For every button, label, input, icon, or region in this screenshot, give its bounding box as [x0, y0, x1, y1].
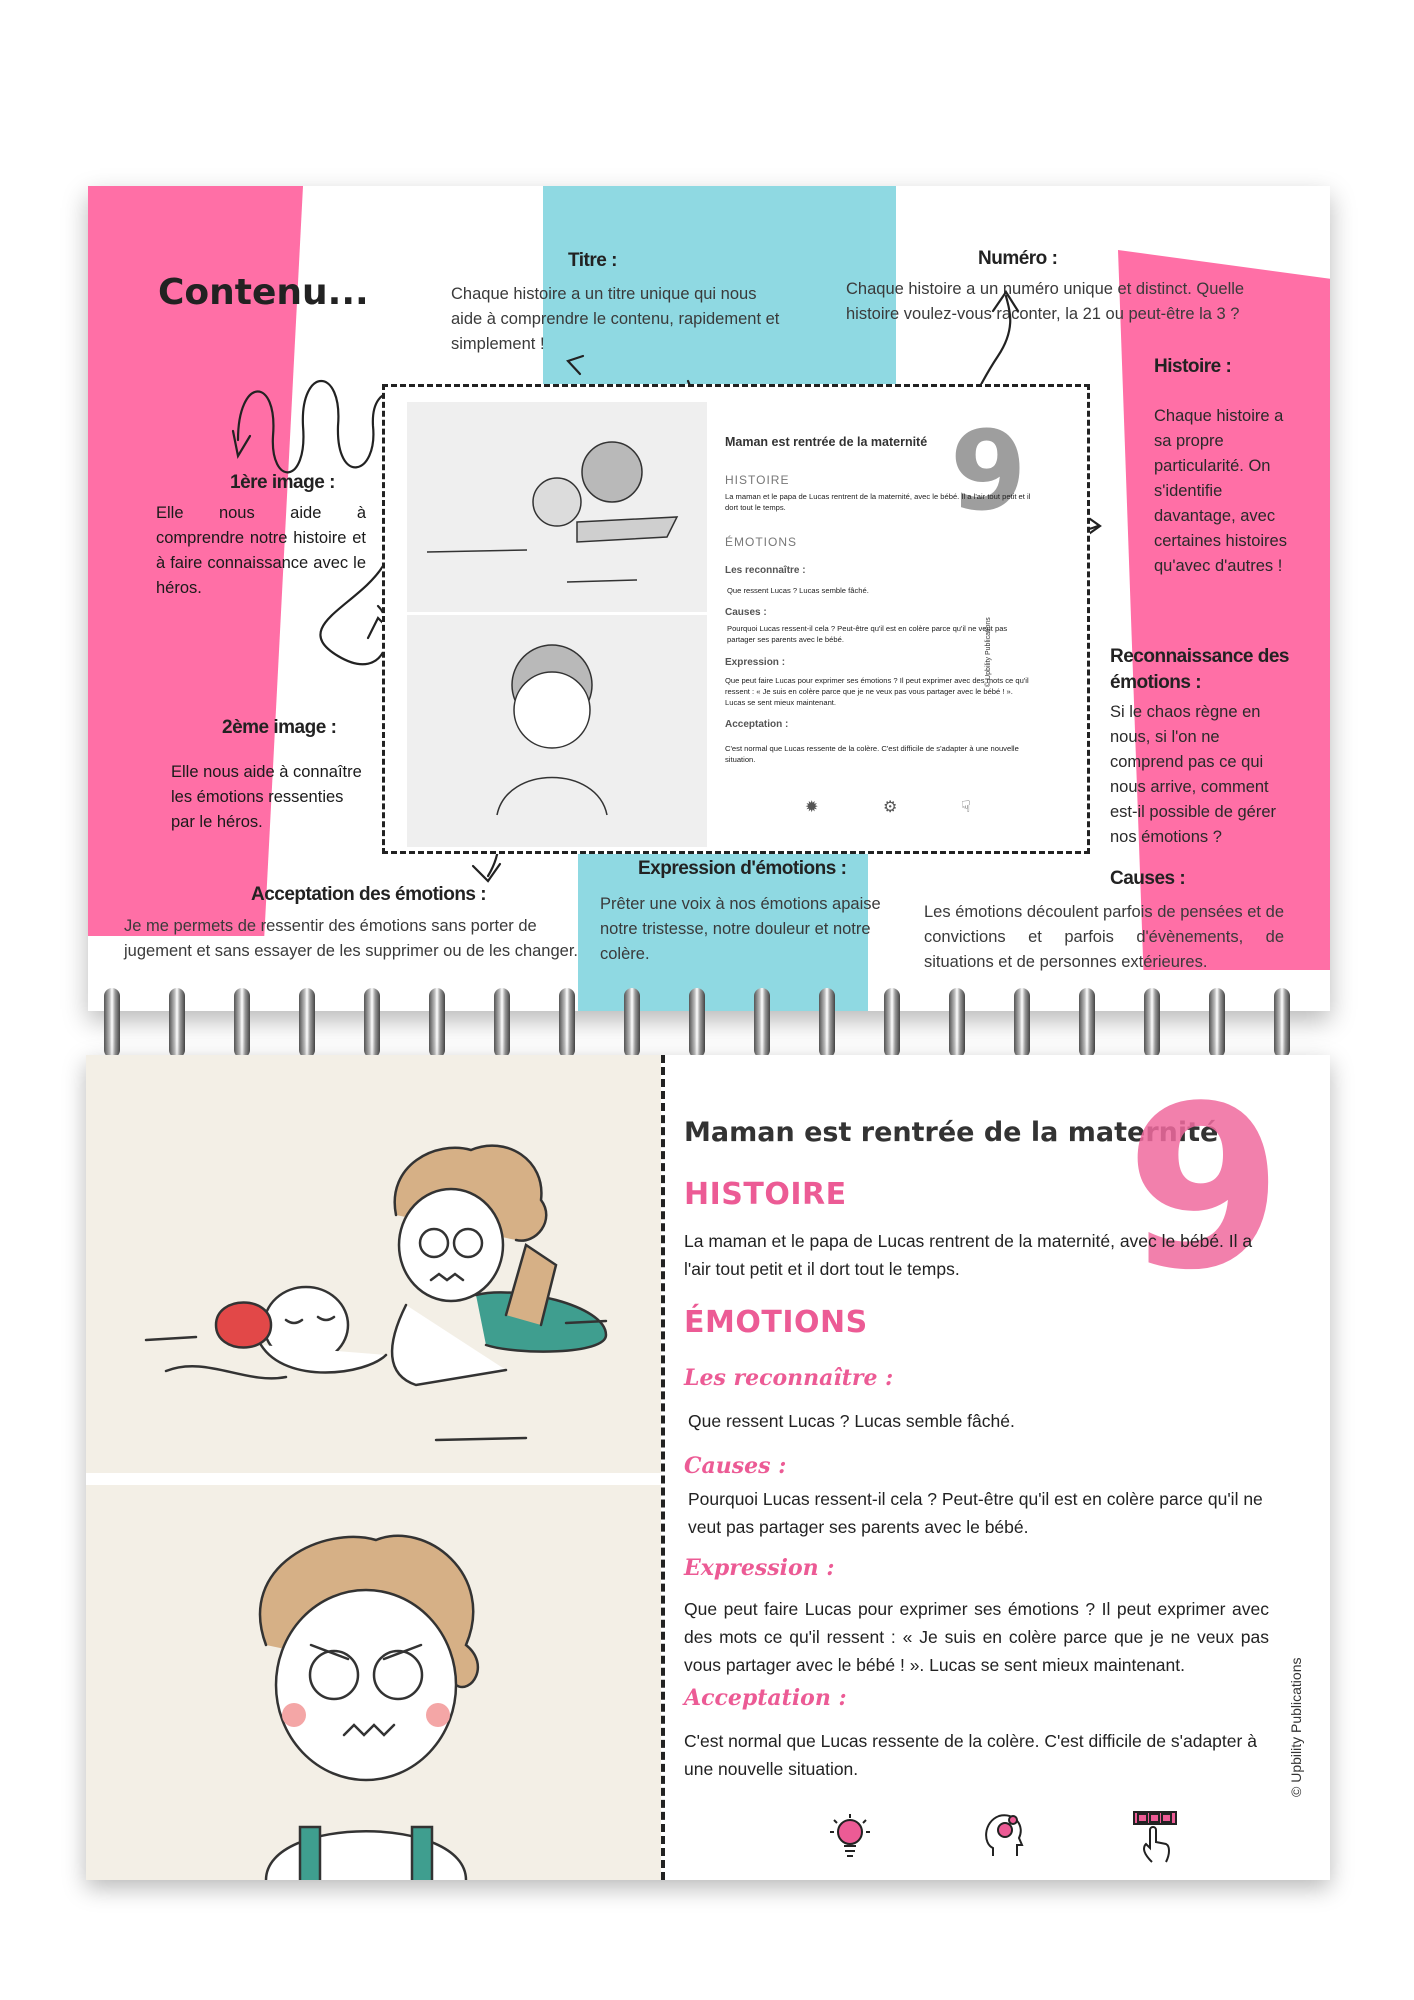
spiral-ring: [819, 988, 835, 1058]
expression-heading: Expression :: [684, 1555, 835, 1581]
hand-pointer-icon: [1130, 1808, 1180, 1864]
spiral-ring: [1274, 988, 1290, 1058]
preview-histoire-head: HISTOIRE: [725, 473, 790, 487]
spiral-ring: [364, 988, 380, 1058]
preview-image-1: [407, 402, 707, 612]
preview-histoire-text: La maman et le papa de Lucas rentrent de la maternité, avec le bébé. Il a l'air tout petit et il dort tout le temps.: [725, 492, 1031, 512]
preview-reconnaitre-text: Que ressent Lucas ? Lucas semble fâché.: [727, 586, 869, 595]
numero-label: Numéro :: [978, 248, 1058, 269]
contenu-heading: Contenu...: [158, 272, 369, 313]
acceptation-text: Je me permets de ressentir des émotions sans porter de jugement et sans essayer de les supprimer ou de les changer.: [124, 917, 579, 960]
spiral-ring: [1079, 988, 1095, 1058]
reconnaitre-body: Que ressent Lucas ? Lucas semble fâché.: [688, 1411, 1015, 1431]
story-number: 9: [1126, 1058, 1283, 1320]
preview-number: 9: [950, 407, 1027, 535]
illustration-scenes: [86, 1055, 661, 1880]
preview-acceptation-head: Acceptation :: [725, 719, 789, 730]
emotions-heading: ÉMOTIONS: [684, 1305, 868, 1340]
preview-scene-1: [407, 402, 707, 612]
image1-label: 1ère image :: [230, 472, 335, 493]
histoire-label: Histoire :: [1154, 356, 1232, 377]
preview-title: Maman est rentrée de la maternité: [725, 435, 928, 449]
preview-reconnaitre-head: Les reconnaître :: [725, 565, 806, 576]
causes-body: Pourquoi Lucas ressent-il cela ? Peut-être qu'il est en colère parce qu'il ne veut pas partager ses parents avec le bébé.: [688, 1489, 1263, 1537]
spiral-ring: [429, 988, 445, 1058]
spiral-ring: [559, 988, 575, 1058]
histoire-heading: HISTOIRE: [684, 1177, 847, 1212]
preview-credit: © Upbility Publications: [985, 617, 992, 687]
spiral-ring: [1209, 988, 1225, 1058]
expression-text: Prêter une voix à nos émotions apaise notre tristesse, notre douleur et notre colère.: [600, 895, 881, 963]
page-preview: [382, 384, 1090, 854]
spiral-ring: [1144, 988, 1160, 1058]
spiral-ring: [494, 988, 510, 1058]
spiral-ring: [884, 988, 900, 1058]
preview-scene-2: [407, 615, 707, 847]
preview-hand-pointer-icon: ☟: [961, 799, 971, 816]
spiral-ring: [104, 988, 120, 1058]
image2-text: Elle nous aide à connaître les émotions ressenties par le héros.: [171, 763, 362, 831]
acceptation-body: C'est normal que Lucas ressente de la colère. C'est difficile de s'adapter à une nouvelle situation.: [684, 1731, 1257, 1779]
titre-label: Titre :: [568, 250, 617, 271]
overview-card: [88, 186, 1330, 1011]
causes-text: Les émotions découlent parfois de pensées et de convictions et parfois d'évènements, de situations et de personnes extérieures.: [924, 903, 1284, 971]
credit-text: © Upbility Publications: [1288, 1657, 1304, 1797]
spiral-ring: [234, 988, 250, 1058]
head-gears-icon: [979, 1810, 1029, 1862]
reconnaissance-text: Si le chaos règne en nous, si l'on ne comprend pas ce qui nous arrive, comment est-il possible de gérer nos émotions ?: [1110, 703, 1276, 846]
preview-head-gears-icon: ⚙: [883, 799, 898, 816]
acceptation-heading: Acceptation :: [684, 1685, 847, 1711]
illustration-panel: [86, 1055, 661, 1880]
scene-boy-and-baby: [146, 1146, 606, 1440]
spiral-ring: [299, 988, 315, 1058]
spiral-ring: [754, 988, 770, 1058]
causes-label: Causes :: [1110, 868, 1186, 889]
spiral-ring: [624, 988, 640, 1058]
expression-label: Expression d'émotions :: [638, 858, 847, 879]
image1-text: Elle nous aide à comprendre notre histoire et à faire connaissance avec le héros.: [156, 504, 366, 597]
acceptation-label: Acceptation des émotions :: [251, 884, 487, 905]
preview-expression-head: Expression :: [725, 657, 786, 668]
causes-heading: Causes :: [684, 1453, 787, 1479]
reconnaitre-heading: Les reconnaître :: [684, 1365, 894, 1391]
preview-expression-text: Que peut faire Lucas pour exprimer ses émotions ? Il peut exprimer avec des mots ce qu'il ressent : « Je suis en colère parce que je ne veux pas vous partager avec le bébé ! ». Lucas se sent mieux maintenant.: [725, 676, 1029, 707]
reconnaissance-label: Reconnaissance des émotions :: [1110, 646, 1289, 693]
preview-image-2: [407, 615, 707, 847]
preview-lightbulb-icon: ✹: [805, 799, 819, 816]
histoire-body: La maman et le papa de Lucas rentrent de la maternité, avec le bébé. Il a l'air tout petit et il dort tout le temps.: [684, 1231, 1253, 1279]
preview-causes-head: Causes :: [725, 607, 767, 618]
expression-body: Que peut faire Lucas pour exprimer ses émotions ? Il peut exprimer avec des mots ce qu'il ressent : « Je suis en colère parce que je ne veux pas vous partager avec le bébé ! ». Lucas se sent mieux maintenant.: [684, 1599, 1269, 1675]
numero-text: Chaque histoire a un numéro unique et distinct. Quelle histoire voulez-vous raconter, la 21 ou peut-être la 3 ?: [846, 280, 1245, 323]
histoire-text: Chaque histoire a sa propre particularité. On s'identifie davantage, avec certaines histoires qu'avec d'autres !: [1154, 407, 1287, 575]
page-divider: [661, 1055, 665, 1880]
spiral-ring: [689, 988, 705, 1058]
lightbulb-icon: [828, 1812, 872, 1862]
story-page: [86, 1055, 1330, 1880]
preview-causes-text: Pourquoi Lucas ressent-il cela ? Peut-être qu'il est en colère parce qu'il ne veut pas partager ses parents avec le bébé.: [727, 624, 1008, 644]
spiral-ring: [1014, 988, 1030, 1058]
image2-label: 2ème image :: [222, 717, 337, 738]
story-title: Maman est rentrée de la maternité: [684, 1117, 1219, 1148]
spiral-ring: [169, 988, 185, 1058]
preview-acceptation-text: C'est normal que Lucas ressente de la colère. C'est difficile de s'adapter à une nouvelle situation.: [725, 744, 1019, 764]
titre-text: Chaque histoire a un titre unique qui nous aide à comprendre le contenu, rapidement et simplement !: [451, 285, 780, 353]
spiral-ring: [949, 988, 965, 1058]
scene-angry-boy: [260, 1536, 478, 1880]
preview-emotions-head: ÉMOTIONS: [725, 535, 798, 549]
